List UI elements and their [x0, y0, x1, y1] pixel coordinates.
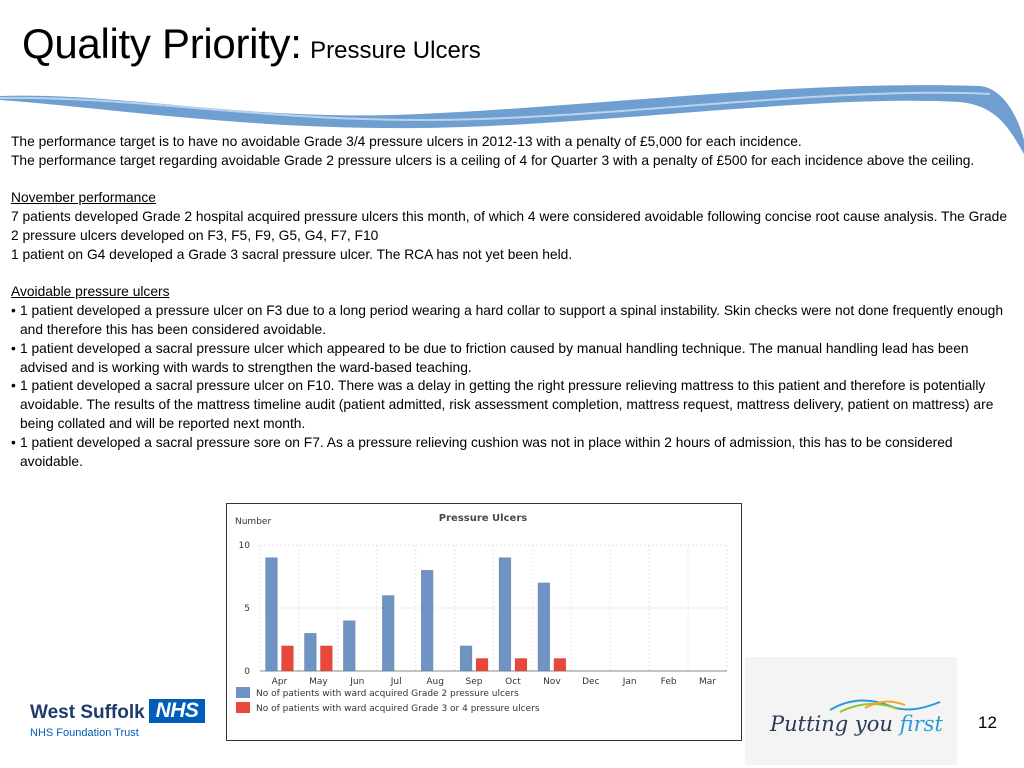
chart-title: Pressure Ulcers	[438, 513, 528, 524]
bar-grade3-4	[554, 658, 566, 671]
y-tick-label: 0	[244, 667, 250, 677]
bar-grade2	[343, 621, 355, 671]
bar-grade3-4	[515, 658, 527, 671]
legend-swatch	[236, 702, 250, 713]
november-line: 7 patients developed Grade 2 hospital acquired pressure ulcers this month, of which 4 were considered avoidable following concise root cause analysis. The Grade 2 pressure ulcers developed on F3, F5, F9, G5, G4, F7, F10	[11, 209, 1007, 243]
trust-name: NHS Foundation Trust	[30, 727, 139, 739]
bar-grade3-4	[476, 658, 488, 671]
bar-grade2	[382, 595, 394, 671]
page-number: 12	[978, 713, 997, 732]
pressure-ulcers-chart	[226, 503, 742, 741]
x-tick-label: Aug	[426, 677, 444, 687]
intro-line: The performance target regarding avoidable Grade 2 pressure ulcers is a ceiling of 4 for Quarter 3 with a penalty of £500 for each incidence above the ceiling.	[11, 152, 975, 168]
legend-label: No of patients with ward acquired Grade 2 pressure ulcers	[256, 689, 519, 699]
bar-grade2	[304, 633, 316, 671]
november-line: 1 patient on G4 developed a Grade 3 sacral pressure ulcer. The RCA has not yet been held.	[11, 246, 573, 262]
bar-grade3-4	[320, 646, 332, 671]
bar-grade2	[421, 570, 433, 671]
putting-you-text: Putting you	[770, 712, 893, 736]
list-item: • 1 patient developed a sacral pressure ulcer on F10. There was a delay in getting the right pressure relieving mattress to this patient and therefore is potentially avoidable. The results of the mattress timeline audit (patient admitted, risk assessment completion, mattress request, mattress delivery, patient on mattress) are being collated and will be reported next month.	[11, 377, 1011, 433]
list-item: • 1 patient developed a sacral pressure sore on F7. As a pressure relieving cushion was not in place within 2 hours of admission, this has to be considered avoidable.	[11, 434, 1011, 472]
first-text: first	[899, 712, 943, 736]
x-tick-label: Jul	[390, 677, 402, 687]
title-main: Quality Priority:	[22, 20, 302, 67]
x-tick-label: Oct	[505, 677, 521, 687]
x-tick-label: Sep	[465, 677, 483, 687]
legend-label: No of patients with ward acquired Grade 3 or 4 pressure ulcers	[256, 704, 540, 714]
title-sub: Pressure Ulcers	[310, 37, 481, 64]
x-tick-label: Feb	[660, 677, 677, 687]
intro-line: The performance target is to have no avoidable Grade 3/4 pressure ulcers in 2012-13 with a penalty of £5,000 for each incidence.	[11, 134, 802, 149]
x-tick-label: Mar	[699, 677, 717, 687]
bar-grade2	[460, 646, 472, 671]
x-tick-label: Apr	[271, 677, 288, 687]
bar-grade2	[499, 558, 511, 671]
bar-grade3-4	[281, 646, 293, 671]
legend-swatch	[236, 687, 250, 698]
west-suffolk-name: West Suffolk	[30, 702, 145, 723]
y-tick-label: 10	[238, 541, 250, 551]
list-item: • 1 patient developed a pressure ulcer on F3 due to a long period wearing a hard collar to support a spinal instability. Skin checks were not done frequently enough and therefore this has been considered avoidable.	[11, 302, 1011, 340]
y-tick-label: 5	[244, 604, 250, 614]
body-text	[11, 133, 1011, 471]
bar-grade2	[265, 558, 277, 671]
avoidable-heading: Avoidable pressure ulcers	[11, 284, 170, 300]
x-tick-label: Jan	[622, 677, 637, 687]
november-heading: November performance	[11, 190, 156, 206]
avoidable-list	[11, 302, 1011, 471]
nhs-logo: NHS	[149, 699, 205, 723]
bar-grade2	[538, 583, 550, 671]
x-tick-label: Nov	[543, 677, 561, 687]
x-tick-label: May	[309, 677, 328, 687]
y-axis-label: Number	[235, 517, 272, 527]
x-tick-label: Dec	[582, 677, 600, 687]
x-tick-label: Jun	[350, 677, 365, 687]
slide-title	[22, 20, 481, 68]
chart-svg	[227, 504, 741, 740]
putting-you-first-logo	[770, 712, 943, 736]
list-item: • 1 patient developed a sacral pressure ulcer which appeared to be due to friction caused by manual handling technique. The manual handling lead has been advised and is working with wards to strengthen the ward-based teaching.	[11, 340, 1011, 378]
